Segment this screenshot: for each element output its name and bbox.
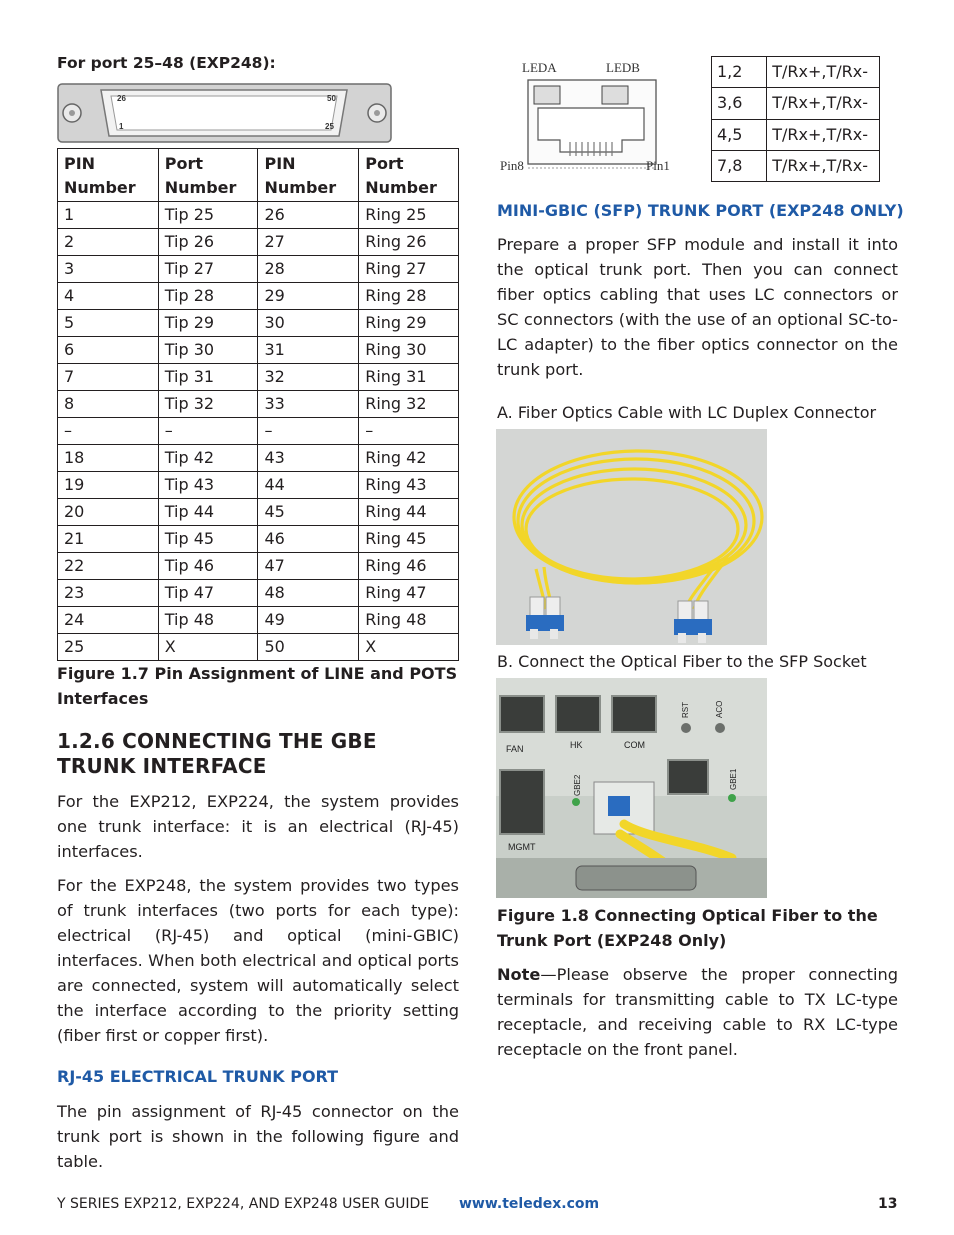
table-row: [58, 553, 459, 580]
table-row: [58, 202, 459, 229]
figure-1-7-caption: Figure 1.7 Pin Assignment of LINE and POTS Interfaces: [57, 664, 458, 708]
ledb-label: LEDB: [606, 60, 640, 75]
table-cell: Ring 27: [359, 256, 459, 283]
table-cell: Tip 26: [158, 229, 258, 256]
table-cell: –: [158, 418, 258, 445]
table-cell: 3: [58, 256, 159, 283]
table-cell: 7: [58, 364, 159, 391]
aco-label: ACO: [715, 700, 724, 718]
table-cell: Tip 25: [158, 202, 258, 229]
connector-pin-label-26: 26: [117, 94, 126, 103]
table-row: [58, 580, 459, 607]
pin-assignment-table: [57, 148, 459, 661]
table-cell: 18: [58, 445, 159, 472]
table-cell: 1: [58, 202, 159, 229]
caption-b: B. Connect the Optical Fiber to the SFP Socket: [497, 652, 867, 671]
section-title: 1.2.6 CONNECTING THE GBE TRUNK INTERFACE: [57, 729, 377, 778]
table-row: [58, 364, 459, 391]
table-cell: 6: [58, 337, 159, 364]
table-cell: Ring 44: [359, 499, 459, 526]
header-pin-number: PIN Number: [58, 149, 159, 202]
table-cell: Ring 46: [359, 553, 459, 580]
table-cell: 21: [58, 526, 159, 553]
table-cell: –: [58, 418, 159, 445]
table-cell: Tip 29: [158, 310, 258, 337]
footer-url-link[interactable]: www.teledex.com: [459, 1196, 600, 1212]
table-cell: 30: [258, 310, 359, 337]
paragraph-rj45: The pin assignment of RJ-45 connector on the trunk port is shown in the following figure and table.: [57, 1102, 459, 1171]
table-row: [58, 418, 459, 445]
table-cell: 23: [58, 580, 159, 607]
table-cell: Tip 48: [158, 607, 258, 634]
led-green-2-icon: [728, 794, 736, 802]
table-cell: 33: [258, 391, 359, 418]
table-row: [58, 391, 459, 418]
table-row: [58, 310, 459, 337]
table-cell: Ring 42: [359, 445, 459, 472]
table-row: [58, 499, 459, 526]
table-cell: 8: [58, 391, 159, 418]
table-cell: –: [258, 418, 359, 445]
note-text: —Please observe the proper connecting terminals for transmitting cable to TX LC-type receptacle, and receiving cable to RX LC-type receptacle on the front panel.: [497, 965, 898, 1059]
connector-pin-label-25: 25: [325, 122, 334, 131]
gbe2-label: GBE2: [573, 774, 582, 796]
table-cell: Ring 29: [359, 310, 459, 337]
table-cell: Ring 47: [359, 580, 459, 607]
header-port-number: Port Number: [158, 149, 258, 202]
table-row: [58, 445, 459, 472]
leda-label: LEDA: [522, 60, 557, 75]
port-range-heading: For port 25–48 (EXP248):: [57, 54, 276, 72]
rj45-pin-cell: 7,8: [712, 150, 767, 181]
table-cell: Tip 32: [158, 391, 258, 418]
led-b-icon: [602, 86, 628, 104]
table-cell: 27: [258, 229, 359, 256]
table-cell: Ring 31: [359, 364, 459, 391]
table-cell: X: [359, 634, 459, 661]
paragraph-exp248: For the EXP248, the system provides two types of trunk interfaces (two ports for each type): electrical (RJ-45) and optical (mini-GBIC) interfaces. When both electrical and optical ports are connected, system will automatically select the interface according to the priority setting (fiber first or copper first).: [57, 876, 459, 1045]
caption-a: A. Fiber Optics Cable with LC Duplex Connector: [497, 403, 877, 422]
table-cell: 48: [258, 580, 359, 607]
table-cell: Tip 27: [158, 256, 258, 283]
rj45-jack-diagram: [498, 56, 683, 176]
rj45-pin-cell: 4,5: [712, 119, 767, 150]
table-cell: Ring 26: [359, 229, 459, 256]
table-row: [58, 472, 459, 499]
connector-pin-label-1: 1: [119, 122, 124, 131]
hk-label: HK: [570, 740, 583, 750]
table-cell: Tip 43: [158, 472, 258, 499]
gbe1-label: GBE1: [729, 768, 738, 790]
pin8-label: Pin8: [500, 158, 524, 173]
table-cell: Tip 30: [158, 337, 258, 364]
table-cell: 20: [58, 499, 159, 526]
table-cell: 19: [58, 472, 159, 499]
table-cell: 46: [258, 526, 359, 553]
table-cell: 29: [258, 283, 359, 310]
connector-pin-label-50: 50: [327, 94, 336, 103]
table-cell: Ring 25: [359, 202, 459, 229]
sfp-socket-photo: [496, 678, 767, 898]
table-cell: 22: [58, 553, 159, 580]
mgmt-label: MGMT: [508, 842, 536, 852]
table-cell: Tip 31: [158, 364, 258, 391]
led-a-icon: [534, 86, 560, 104]
table-cell: 26: [258, 202, 359, 229]
rj45-table-row: [712, 88, 880, 119]
table-cell: 31: [258, 337, 359, 364]
rj45-pin-cell: 3,6: [712, 88, 767, 119]
table-header-row: [58, 149, 459, 202]
table-cell: 47: [258, 553, 359, 580]
table-cell: Ring 43: [359, 472, 459, 499]
fiber-optic-cable-photo: [496, 429, 767, 645]
table-cell: Tip 42: [158, 445, 258, 472]
table-row: [58, 256, 459, 283]
note-paragraph: [497, 962, 898, 1062]
table-cell: 43: [258, 445, 359, 472]
table-cell: Ring 45: [359, 526, 459, 553]
table-cell: –: [359, 418, 459, 445]
header-port-number-2: Port Number: [359, 149, 459, 202]
table-cell: 28: [258, 256, 359, 283]
table-cell: Tip 46: [158, 553, 258, 580]
table-cell: Ring 48: [359, 607, 459, 634]
fan-label: FAN: [506, 744, 524, 754]
table-cell: Tip 45: [158, 526, 258, 553]
table-cell: Ring 32: [359, 391, 459, 418]
rj45-signal-cell: T/Rx+,T/Rx-: [767, 119, 880, 150]
table-cell: 45: [258, 499, 359, 526]
table-row: [58, 229, 459, 256]
pin1-label: Pin1: [646, 158, 670, 173]
table-cell: Ring 30: [359, 337, 459, 364]
table-cell: 44: [258, 472, 359, 499]
footer-title: Y SERIES EXP212, EXP224, AND EXP248 USER GUIDE: [57, 1196, 430, 1212]
mini-gbic-heading: MINI-GBIC (SFP) TRUNK PORT (EXP248 ONLY): [497, 201, 904, 220]
table-cell: 2: [58, 229, 159, 256]
table-cell: X: [158, 634, 258, 661]
table-cell: 49: [258, 607, 359, 634]
champ-connector-diagram: [57, 82, 392, 144]
table-cell: 25: [58, 634, 159, 661]
com-label: COM: [624, 740, 645, 750]
rj45-table-row: [712, 119, 880, 150]
led-green-icon: [572, 798, 580, 806]
table-cell: 50: [258, 634, 359, 661]
table-cell: 4: [58, 283, 159, 310]
table-row: [58, 634, 459, 661]
rst-label: RST: [681, 702, 690, 718]
rj45-pin-cell: 1,2: [712, 57, 767, 88]
table-cell: Tip 28: [158, 283, 258, 310]
header-pin-number-2: PIN Number: [258, 149, 359, 202]
table-cell: Tip 47: [158, 580, 258, 607]
paragraph-exp212: For the EXP212, EXP224, the system provides one trunk interface: it is an electrical (RJ-45) interfaces.: [57, 792, 459, 861]
note-label: Note: [497, 965, 541, 984]
table-row: [58, 526, 459, 553]
table-row: [58, 337, 459, 364]
rj45-table-row: [712, 57, 880, 88]
rj45-pin-table: [711, 56, 880, 182]
table-cell: 24: [58, 607, 159, 634]
table-cell: 5: [58, 310, 159, 337]
rj45-signal-cell: T/Rx+,T/Rx-: [767, 57, 880, 88]
rj45-signal-cell: T/Rx+,T/Rx-: [767, 88, 880, 119]
page-number: 13: [878, 1196, 898, 1212]
table-cell: Tip 44: [158, 499, 258, 526]
table-row: [58, 607, 459, 634]
rj45-signal-cell: T/Rx+,T/Rx-: [767, 150, 880, 181]
paragraph-mini-gbic: Prepare a proper SFP module and install it into the optical trunk port. Then you can connect fiber optics cabling that uses LC connectors or SC connectors (with the use of an optional SC-to-LC adapter) to the fiber optics connector on the trunk port.: [497, 235, 898, 379]
rj45-table-row: [712, 150, 880, 181]
table-cell: 32: [258, 364, 359, 391]
rj45-heading: RJ-45 ELECTRICAL TRUNK PORT: [57, 1067, 339, 1086]
table-cell: Ring 28: [359, 283, 459, 310]
table-row: [58, 283, 459, 310]
figure-1-8-caption: Figure 1.8 Connecting Optical Fiber to the Trunk Port (EXP248 Only): [497, 906, 878, 950]
